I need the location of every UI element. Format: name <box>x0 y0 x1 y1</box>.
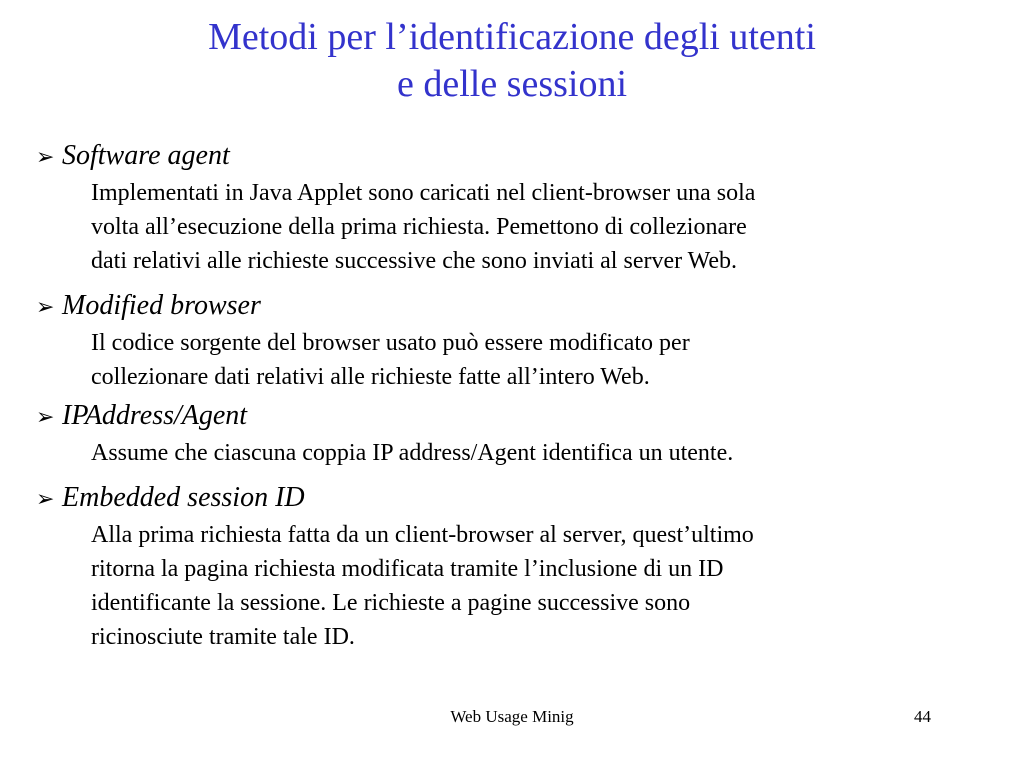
slide-title-line-2: e delle sessioni <box>396 63 628 105</box>
bullet-heading-row <box>36 480 976 518</box>
bullet-list <box>36 138 976 654</box>
description-line: Implementati in Java Applet sono caricati nel client-browser una sola <box>91 180 756 206</box>
description-line: identificante la sessione. Le richieste a pagine successive sono <box>91 590 691 616</box>
arrow-bullet-icon: ➢ <box>36 487 55 512</box>
bullet-description <box>91 176 976 278</box>
description-line: volta all’esecuzione della prima richiesta. Pemettono di collezionare <box>91 214 747 240</box>
description-line: ricinosciute tramite tale ID. <box>91 624 355 650</box>
bullet-heading: Embedded session ID <box>62 482 305 513</box>
description-line: Il codice sorgente del browser usato può essere modificato per <box>91 330 690 356</box>
slide-title-line-1: Metodi per l’identificazione degli utenti <box>208 16 816 58</box>
description-line: collezionare dati relativi alle richieste fatte all’intero Web. <box>91 364 650 390</box>
bullet-heading-row <box>36 288 976 326</box>
bullet-description <box>91 326 976 394</box>
arrow-bullet-icon: ➢ <box>36 405 55 430</box>
bullet-heading-row <box>36 138 976 176</box>
bullet-item-embedded-session-id <box>36 480 976 654</box>
bullet-heading: IPAddress/Agent <box>62 400 248 431</box>
bullet-description <box>91 436 976 470</box>
description-line: dati relativi alle richieste successive che sono inviati al server Web. <box>91 248 738 274</box>
slide-title <box>0 14 1024 108</box>
bullet-heading: Software agent <box>62 140 230 171</box>
footer-title: Web Usage Minig <box>450 707 574 726</box>
page-number: 44 <box>914 707 931 726</box>
bullet-item-software-agent <box>36 138 976 278</box>
bullet-heading: Modified browser <box>62 290 261 321</box>
arrow-bullet-icon: ➢ <box>36 145 55 170</box>
bullet-description <box>91 518 976 654</box>
bullet-item-modified-browser <box>36 288 976 394</box>
description-line: ritorna la pagina richiesta modificata tramite l’inclusione di un ID <box>91 556 724 582</box>
arrow-bullet-icon: ➢ <box>36 295 55 320</box>
bullet-heading-row <box>36 398 976 436</box>
description-line: Assume che ciascuna coppia IP address/Agent identifica un utente. <box>91 440 734 466</box>
description-line: Alla prima richiesta fatta da un client-browser al server, quest’ultimo <box>91 522 754 548</box>
bullet-item-ipaddress-agent <box>36 398 976 470</box>
